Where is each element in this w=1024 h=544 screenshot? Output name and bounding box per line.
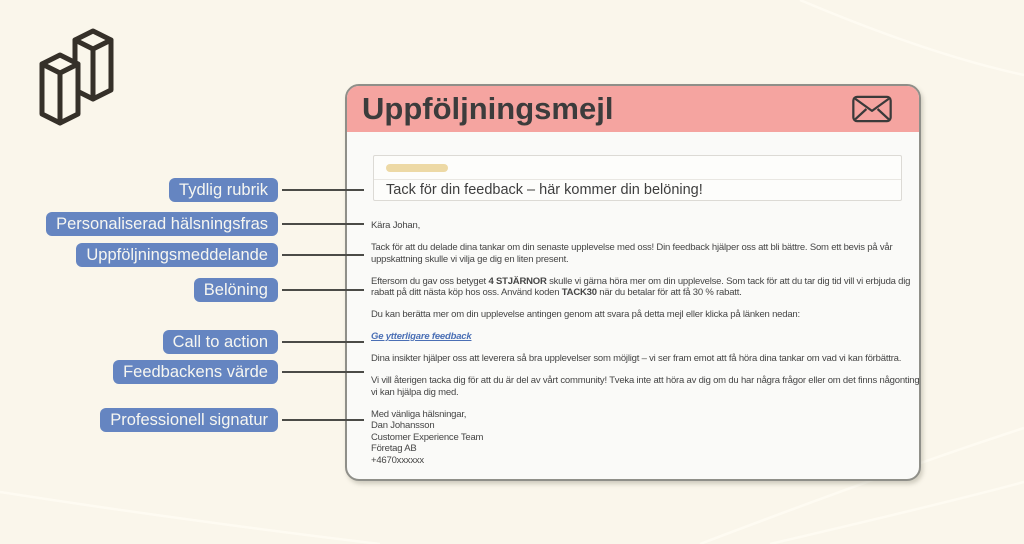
envelope-icon bbox=[851, 95, 893, 123]
signature-line: Företag AB bbox=[371, 443, 417, 454]
connector-line bbox=[282, 254, 364, 256]
signature-line: Customer Experience Team bbox=[371, 431, 484, 443]
rating-highlight: 4 STJÄRNOR bbox=[488, 275, 547, 287]
annotation-tag: Call to action bbox=[163, 330, 278, 354]
feedback-link[interactable]: Ge ytterligare feedback bbox=[371, 331, 472, 342]
paragraph-cta-intro: Du kan berätta mer om din upplevelse antingen genom att svara på detta mejl eller klicka på länken nedan: bbox=[371, 309, 800, 320]
email-subject-row bbox=[374, 180, 901, 200]
panel-title: Uppföljningsmejl bbox=[362, 91, 614, 126]
connector-line bbox=[282, 189, 364, 191]
connector-line bbox=[282, 371, 364, 373]
annotation-row-uppfoljningsmeddelande bbox=[0, 243, 364, 267]
paragraph-feedback-value: Dina insikter hjälper oss att leverera så bra upplevelser som möjligt – vi ser fram emot att få höra dina tankar om vad vi kan förbättra. bbox=[371, 353, 902, 364]
annotation-row-professionell-signatur bbox=[0, 408, 364, 432]
annotation-row-call-to-action bbox=[0, 330, 364, 354]
email-signature bbox=[371, 409, 923, 467]
email-greeting: Kära Johan, bbox=[371, 220, 421, 231]
email-body bbox=[371, 220, 923, 466]
annotation-row-personaliserad-halsningsfras bbox=[0, 212, 364, 236]
email-sender-row bbox=[374, 156, 901, 180]
paragraph-link bbox=[371, 331, 923, 343]
panel-header bbox=[347, 86, 919, 132]
annotation-tag: Personaliserad hälsningsfras bbox=[46, 212, 278, 236]
signature-line: Dan Johansson bbox=[371, 420, 435, 431]
annotation-row-beloning bbox=[0, 278, 364, 302]
email-template-panel bbox=[345, 84, 921, 481]
sender-placeholder-pill bbox=[386, 164, 448, 172]
annotation-tag: Professionell signatur bbox=[100, 408, 278, 432]
paragraph-followup: Tack för att du delade dina tankar om din senaste upplevelse med oss! Din feedback hjälper oss att bli bättre. Som ett bevis på vår uppskattning skulle vi vilja ge dig en liten present. bbox=[371, 242, 893, 265]
annotation-tag: Feedbackens värde bbox=[113, 360, 278, 384]
connector-line bbox=[282, 419, 364, 421]
email-subject: Tack för din feedback – här kommer din belöning! bbox=[386, 182, 703, 198]
paragraph-reward: Eftersom du gav oss betyget 4 STJÄRNOR skulle vi gärna höra mer om din upplevelse. Som tack för att du tar dig tid vill vi erbjuda dig rabatt på ditt nästa köp hos oss. Använd koden TACK30 när du betalar för att få 30 % rabatt. bbox=[371, 275, 911, 298]
signature-line: +4670xxxxxx bbox=[371, 454, 424, 466]
annotation-row-tydlig-rubrik bbox=[0, 178, 364, 202]
paragraph-thanks: Vi vill återigen tacka dig för att du är del av vårt community! Tveka inte att höra av dig om du har några frågor eller om det finns någonting vi kan hjälpa dig med. bbox=[371, 375, 920, 398]
annotation-tag: Tydlig rubrik bbox=[169, 178, 278, 202]
logo-lower-block bbox=[42, 55, 78, 123]
email-subject-card bbox=[373, 155, 902, 201]
annotation-row-feedbackens-varde bbox=[0, 360, 364, 384]
annotation-tag: Belöning bbox=[194, 278, 278, 302]
company-logo bbox=[35, 20, 145, 130]
connector-line bbox=[282, 223, 364, 225]
signature-line: Med vänliga hälsningar, bbox=[371, 408, 467, 420]
connector-line bbox=[282, 341, 364, 343]
annotation-tag: Uppföljningsmeddelande bbox=[76, 243, 278, 267]
discount-code: TACK30 bbox=[561, 287, 597, 298]
connector-line bbox=[282, 289, 364, 291]
